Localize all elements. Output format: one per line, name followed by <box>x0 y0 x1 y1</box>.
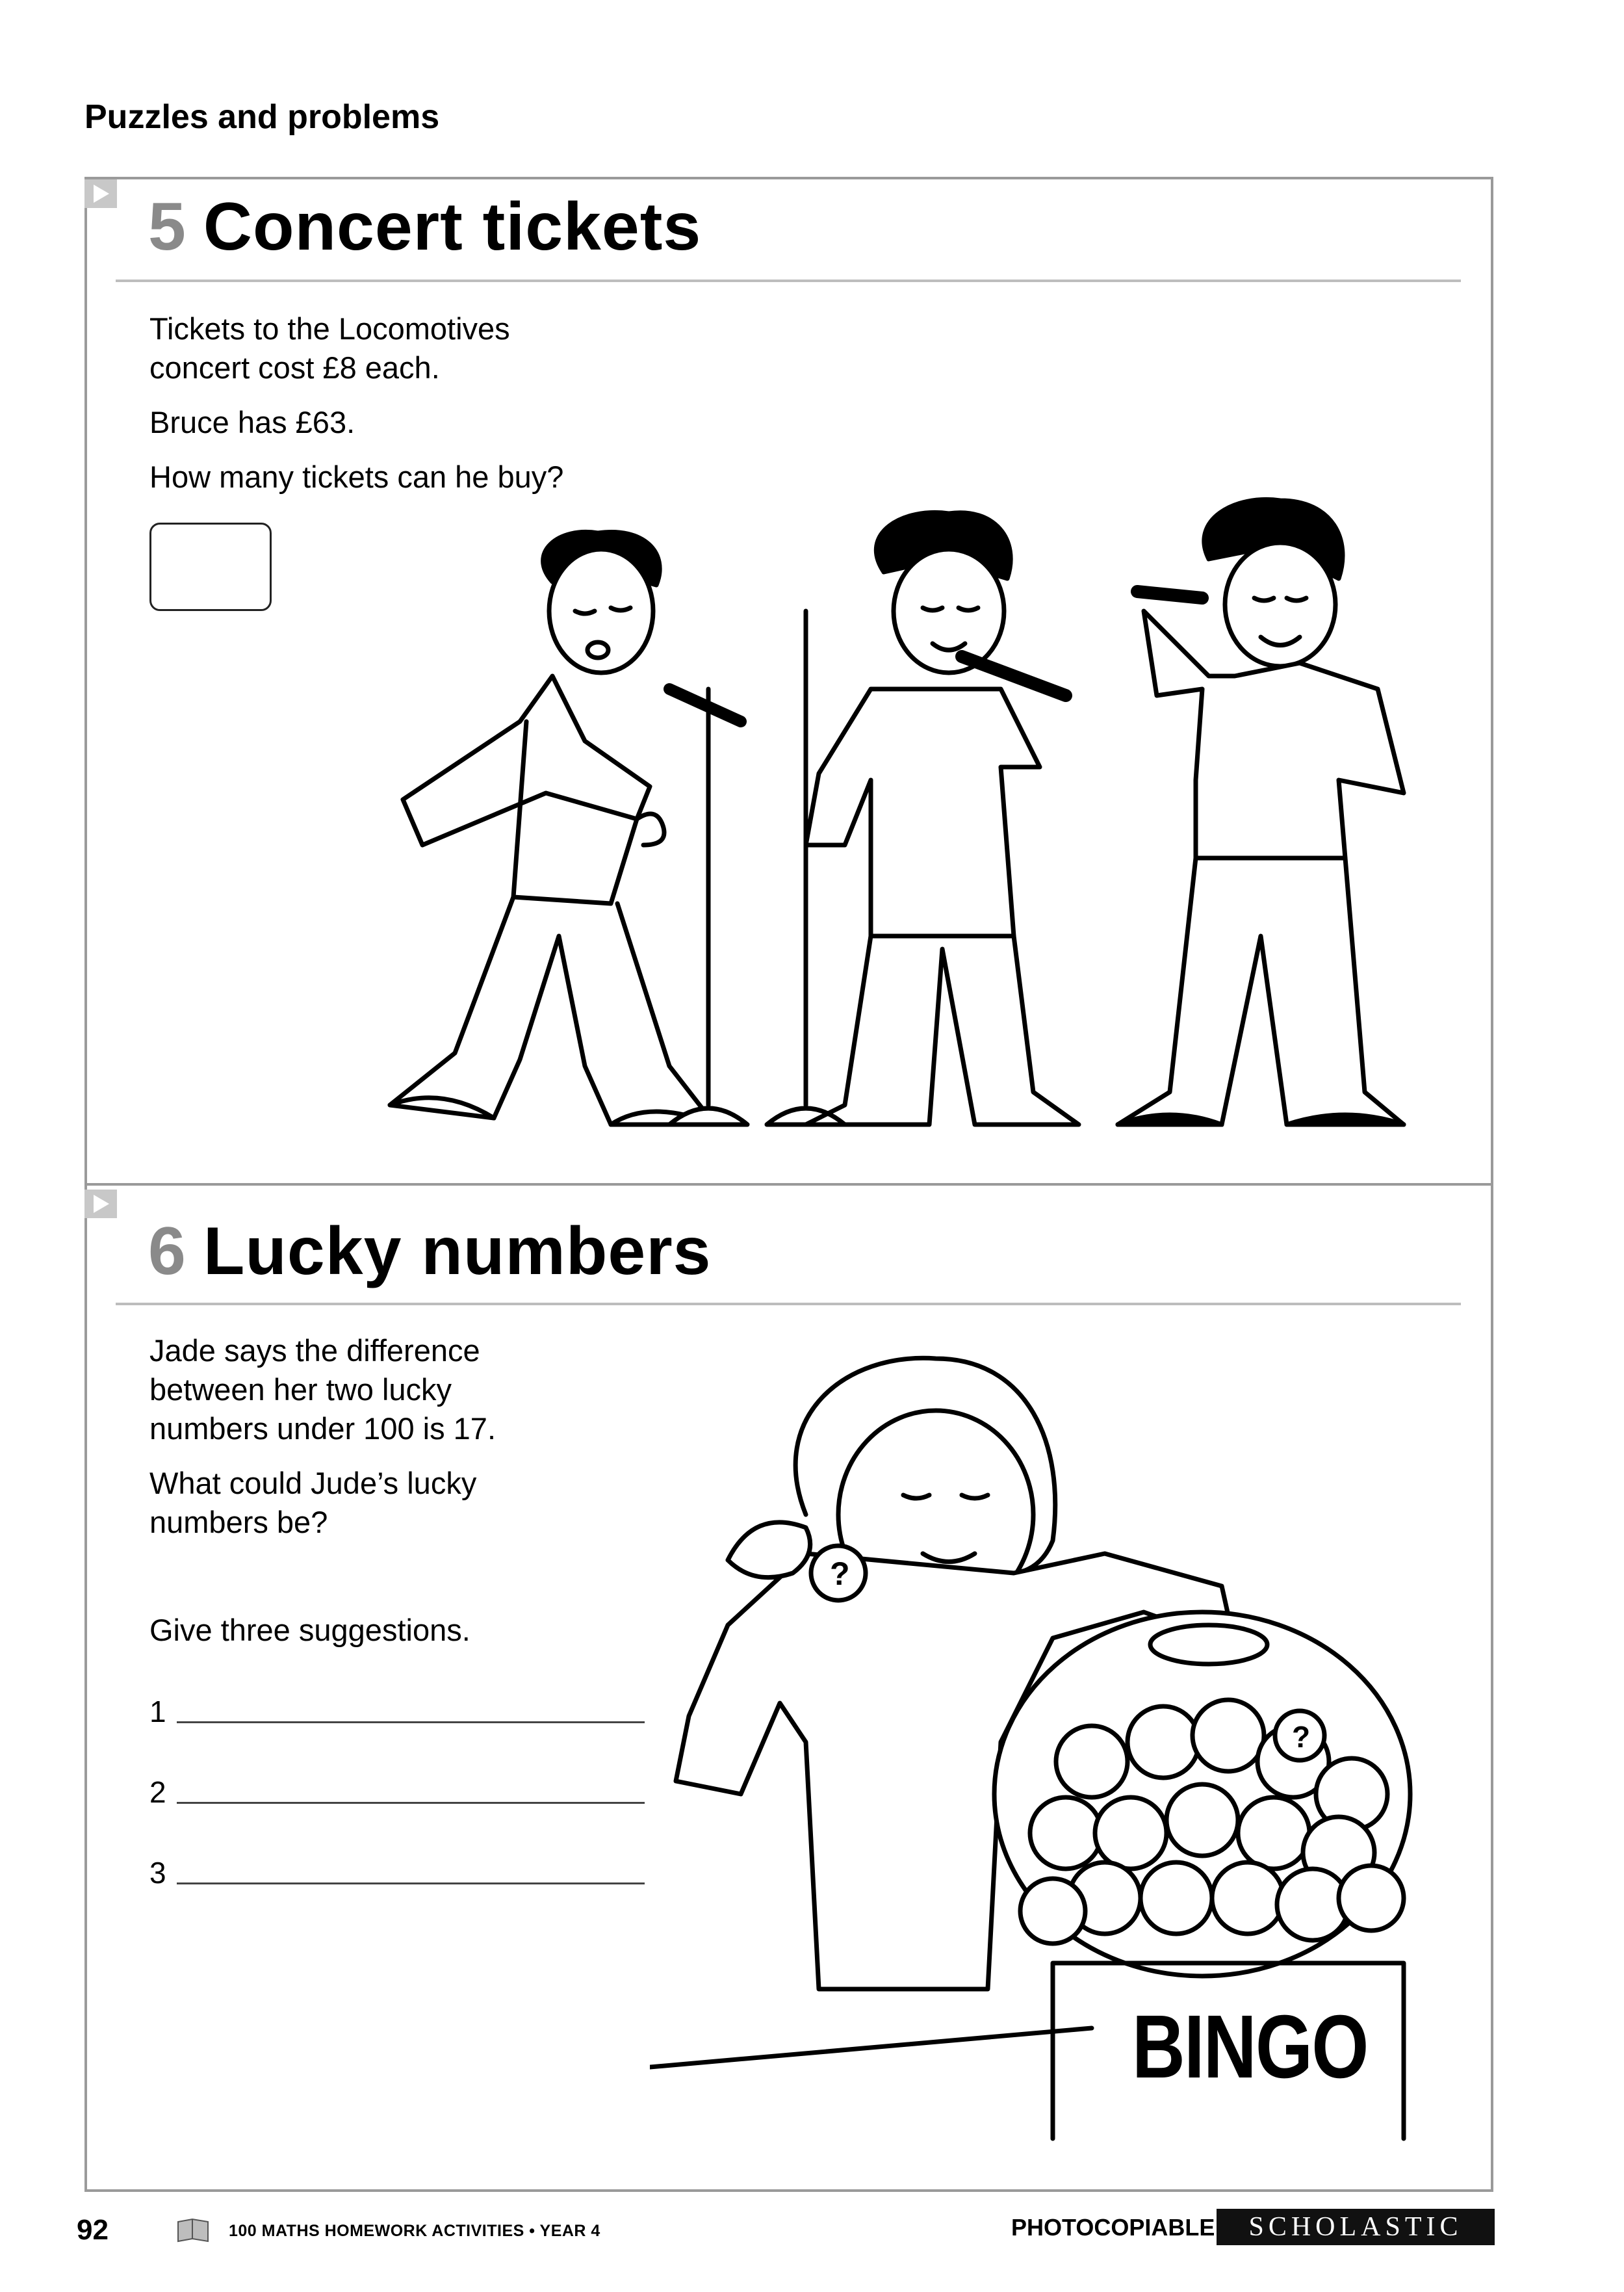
year-label: YEAR 4 <box>539 2222 600 2240</box>
activity-5-number: 5 <box>148 189 187 265</box>
answer-line-2[interactable] <box>177 1802 645 1804</box>
three-singers-illustration <box>247 481 1469 1151</box>
activity-5-text-line: concert cost £8 each. <box>149 350 440 385</box>
activity-5-text-line: Bruce has £63. <box>149 405 355 439</box>
activity-divider <box>84 1183 1493 1186</box>
bingo-label: BINGO <box>1132 1997 1368 2097</box>
activity-6-title-text: Lucky numbers <box>203 1214 712 1289</box>
mic-stand-middle <box>767 611 845 1125</box>
activity-5-text-line: Tickets to the Locomotives <box>149 311 510 346</box>
activity-6-text-line: numbers under 100 is 17. <box>149 1411 496 1446</box>
publisher-logo <box>1217 2209 1495 2245</box>
activity-6-number: 6 <box>148 1214 187 1289</box>
publisher-name: SCHOLASTIC <box>1248 2212 1463 2242</box>
book-title-text: 100 MATHS HOMEWORK ACTIVITIES <box>229 2222 524 2240</box>
singer-left <box>390 532 741 1125</box>
svg-text:?: ? <box>1292 1720 1311 1754</box>
activity-6-question: numbers be? <box>149 1505 328 1539</box>
activity-5-arrow-icon <box>84 179 117 208</box>
page-number: 92 <box>77 2214 109 2246</box>
answer-line-1[interactable] <box>177 1721 645 1723</box>
singer-right <box>1118 499 1404 1125</box>
svg-text:?: ? <box>830 1556 850 1592</box>
footer-separator: • <box>529 2222 535 2240</box>
activity-5-question: How many tickets can he buy? <box>149 460 564 494</box>
activity-5-title-rule <box>116 280 1461 282</box>
answer-line-3[interactable] <box>177 1882 645 1884</box>
singer-middle <box>806 512 1079 1125</box>
answer-line-1-label: 1 <box>149 1695 166 1728</box>
activity-6-instruction: Give three suggestions. <box>149 1613 470 1647</box>
activity-6-text-line: Jade says the difference <box>149 1333 480 1368</box>
section-header: Puzzles and problems <box>84 98 440 136</box>
activity-6-title <box>148 1213 712 1290</box>
activity-6-question: What could Jude’s lucky <box>149 1466 477 1500</box>
book-icon <box>177 2218 209 2244</box>
activity-6-arrow-icon <box>84 1190 117 1218</box>
activity-5-title <box>148 189 701 266</box>
activity-5-title-text: Concert tickets <box>203 189 702 265</box>
answer-line-3-label: 3 <box>149 1856 166 1890</box>
activity-6-title-rule <box>116 1303 1461 1305</box>
book-title <box>229 2222 600 2241</box>
activity-6-text-line: between her two lucky <box>149 1372 452 1407</box>
mic-stand-left <box>669 689 747 1125</box>
photocopiable-label: PHOTOCOPIABLE <box>1011 2214 1215 2241</box>
answer-line-2-label: 2 <box>149 1775 166 1809</box>
